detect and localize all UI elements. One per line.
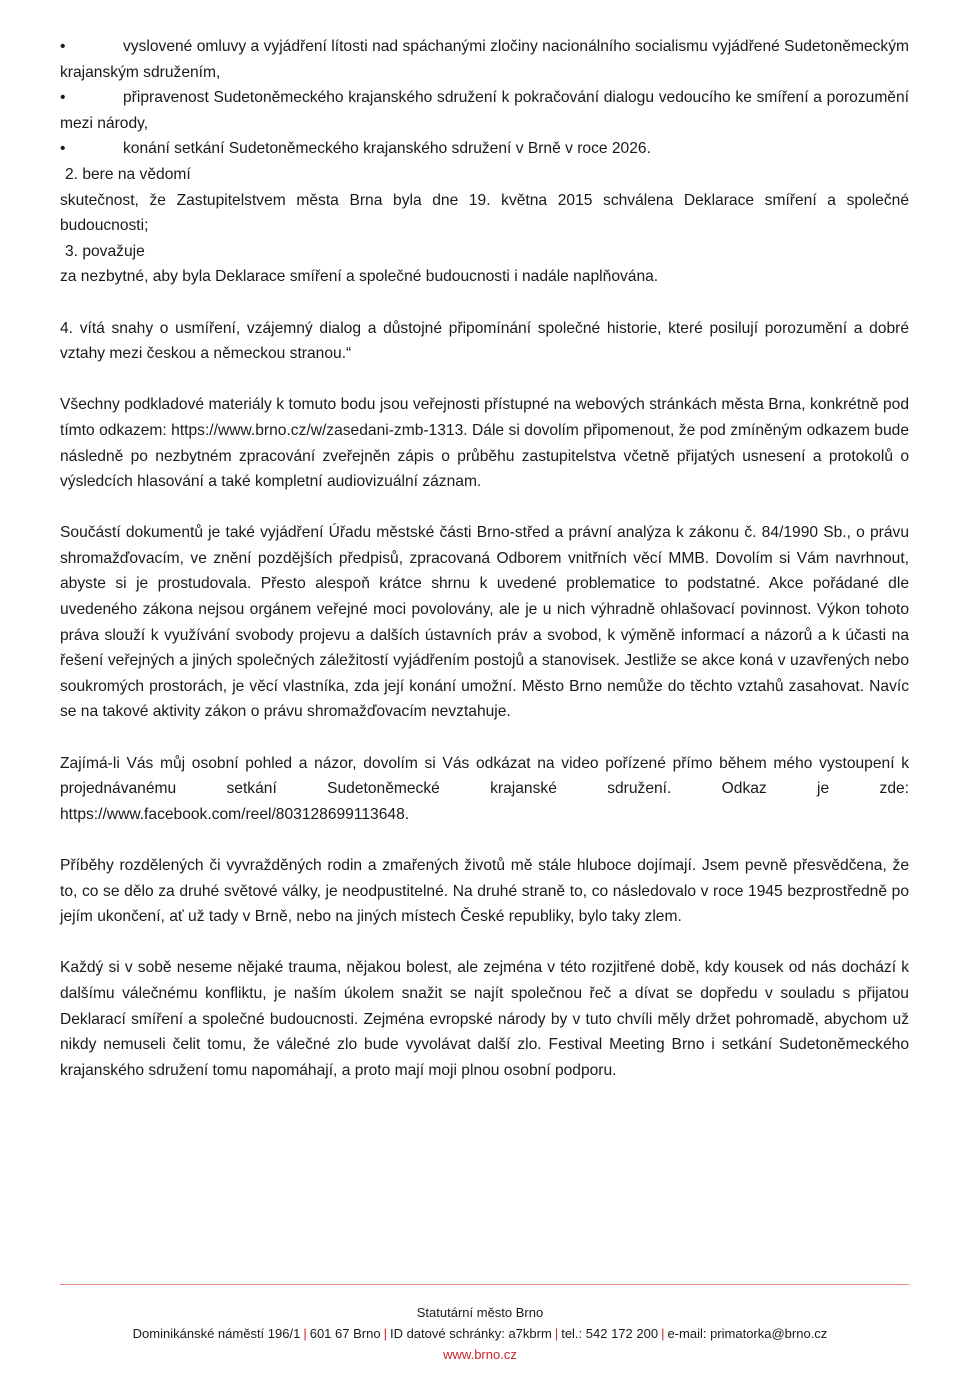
paragraph-history: Příběhy rozdělených či vyvražděných rodin a zmařených životů mě stále hluboce dojímají. Jsem pevně přesvědčena, že to, co se dělo za druhé světové války, je neodpustitelné. Na druhé straně to, co následovalo v roce 1945 bezprostředně po jejím ukončení, ať už tady v Brně, nebo na jiných místech České republiky, bylo taky zlem.	[60, 857, 909, 926]
bullet-item	[60, 34, 909, 85]
paragraph-legal: Součástí dokumentů je také vyjádření Úřadu městské části Brno-střed a právní analýza k zákonu č. 84/1990 Sb., o právu shromažďovacím, ve znění pozdějších předpisů, zpracovaná Odborem vnitřních věcí MMB. Dovolím si Vám navrhnout, abyste si je prostudovala. Přesto alespoň krátce shrnu k uvedené problematice to podstatné. Akce pořádané dle uvedeného zákona nejsou orgánem veřejné moci povolovány, ale je u nich výhradně ohlašovací povinnost. Výkon tohoto práva slouží k využívání svobody projevu a dalších ústavních práv a svobod, k výměně informací a názorů a k účasti na řešení veřejných a jiných společných záležitostí vyjádřením postojů a stanovisek. Jestliže se akce koná v uzavřených nebo soukromých prostorách, je věcí vlastníka, zda její konání umožní. Město Brno nemůže do těchto vztahů zasahovat. Navíc se na takové aktivity zákon o právu shromažďovacím nevztahuje.	[60, 524, 909, 721]
bullet-item	[60, 136, 909, 162]
item-2-text: skutečnost, že Zastupitelstvem města Brna byla dne 19. května 2015 schválena Deklarace smíření a společné budoucnosti;	[60, 191, 909, 235]
bullet-text: připravenost Sudetoněmeckého krajanského sdružení k pokračování dialogu vedoucího ke smíření a porozumění mezi národy,	[60, 89, 909, 132]
paragraph-video-link: Zajímá-li Vás můj osobní pohled a názor, dovolím si Vás odkázat na video pořízené přímo během mého vystoupení k projednávanému setkání Sudetoněmecké krajanské sdružení. Odkaz je zde: https://www.facebook.com/reel/803128699113648.	[60, 754, 909, 823]
footer-phone: tel.: 542 172 200	[561, 1326, 659, 1341]
paragraph-conclusion: Každý si v sobě neseme nějaké trauma, nějakou bolest, ale zejména v této rozjitřené době, kdy kousek od nás dochází k dalšímu válečnému konfliktu, je naším úkolem snažit se najít společnou řeč a dívat se dopředu v souladu s přijatou Deklarací smíření a společné budoucnosti. Zejména evropské národy by v tuto chvíli měly držet pohromadě, abychom už nikdy nemuseli čelit tomu, že válečné zlo bude vyvolávat další zlo. Festival Meeting Brno i setkání Sudetoněmeckého krajanského sdružení tomu napomáhají, a proto mají moji plnou osobní podporu.	[60, 959, 909, 1079]
footer-separator: |	[383, 1326, 387, 1341]
footer-org: Statutární město Brno	[416, 1305, 544, 1320]
bullet-marker: •	[60, 140, 66, 158]
item-3-heading: 3. považuje	[65, 242, 145, 260]
item-3-text: za nezbytné, aby byla Deklarace smíření a společné budoucnosti i nadále naplňována.	[60, 268, 659, 286]
paragraph-materials: Všechny podkladové materiály k tomuto bodu jsou veřejnosti přístupné na webových stránkách města Brna, konkrétně pod tímto odkazem: https://www.brno.cz/w/zasedani-zmb-1313. Dále si dovolím připomenout, že pod zmíněným odkazem bude následně po nezbytném zpracování zveřejněn zápis o průběhu zastupitelstva včetně přijatých usnesení a protokolů o výsledcích hlasování a také kompletní audiovizuální záznam.	[60, 396, 909, 491]
footer-separator: |	[303, 1326, 307, 1341]
bullet-text: konání setkání Sudetoněmeckého krajanského sdružení v Brně v roce 2026.	[123, 140, 651, 158]
item-2-heading: 2. bere na vědomí	[65, 165, 191, 183]
bullet-text: vyslovené omluvy a vyjádření lítosti nad spáchanými zločiny nacionálního socialismu vyjádřené Sudetoněmeckým krajanským sdružením,	[60, 38, 909, 81]
footer-contact-line	[0, 1323, 960, 1344]
bullet-marker: •	[60, 89, 66, 107]
footer-separator: |	[554, 1326, 559, 1341]
footer-databox: ID datové schránky: a7kbrm	[389, 1326, 552, 1341]
footer-postcode: 601 67 Brno	[309, 1326, 381, 1341]
footer-email[interactable]: e-mail: primatorka@brno.cz	[667, 1326, 828, 1341]
bullet-item	[60, 85, 909, 136]
footer-divider	[60, 1284, 909, 1285]
document-body	[60, 34, 909, 1083]
bullet-marker: •	[60, 38, 66, 55]
footer-address: Dominikánské náměstí 196/1	[132, 1326, 301, 1341]
footer-website-link[interactable]: www.brno.cz	[443, 1347, 517, 1362]
item-4-text: 4. vítá snahy o usmíření, vzájemný dialog a důstojné připomínání společné historie, které posilují porozumění a dobré vztahy mezi českou a německou stranou.“	[60, 319, 909, 363]
footer-separator: |	[661, 1326, 665, 1341]
